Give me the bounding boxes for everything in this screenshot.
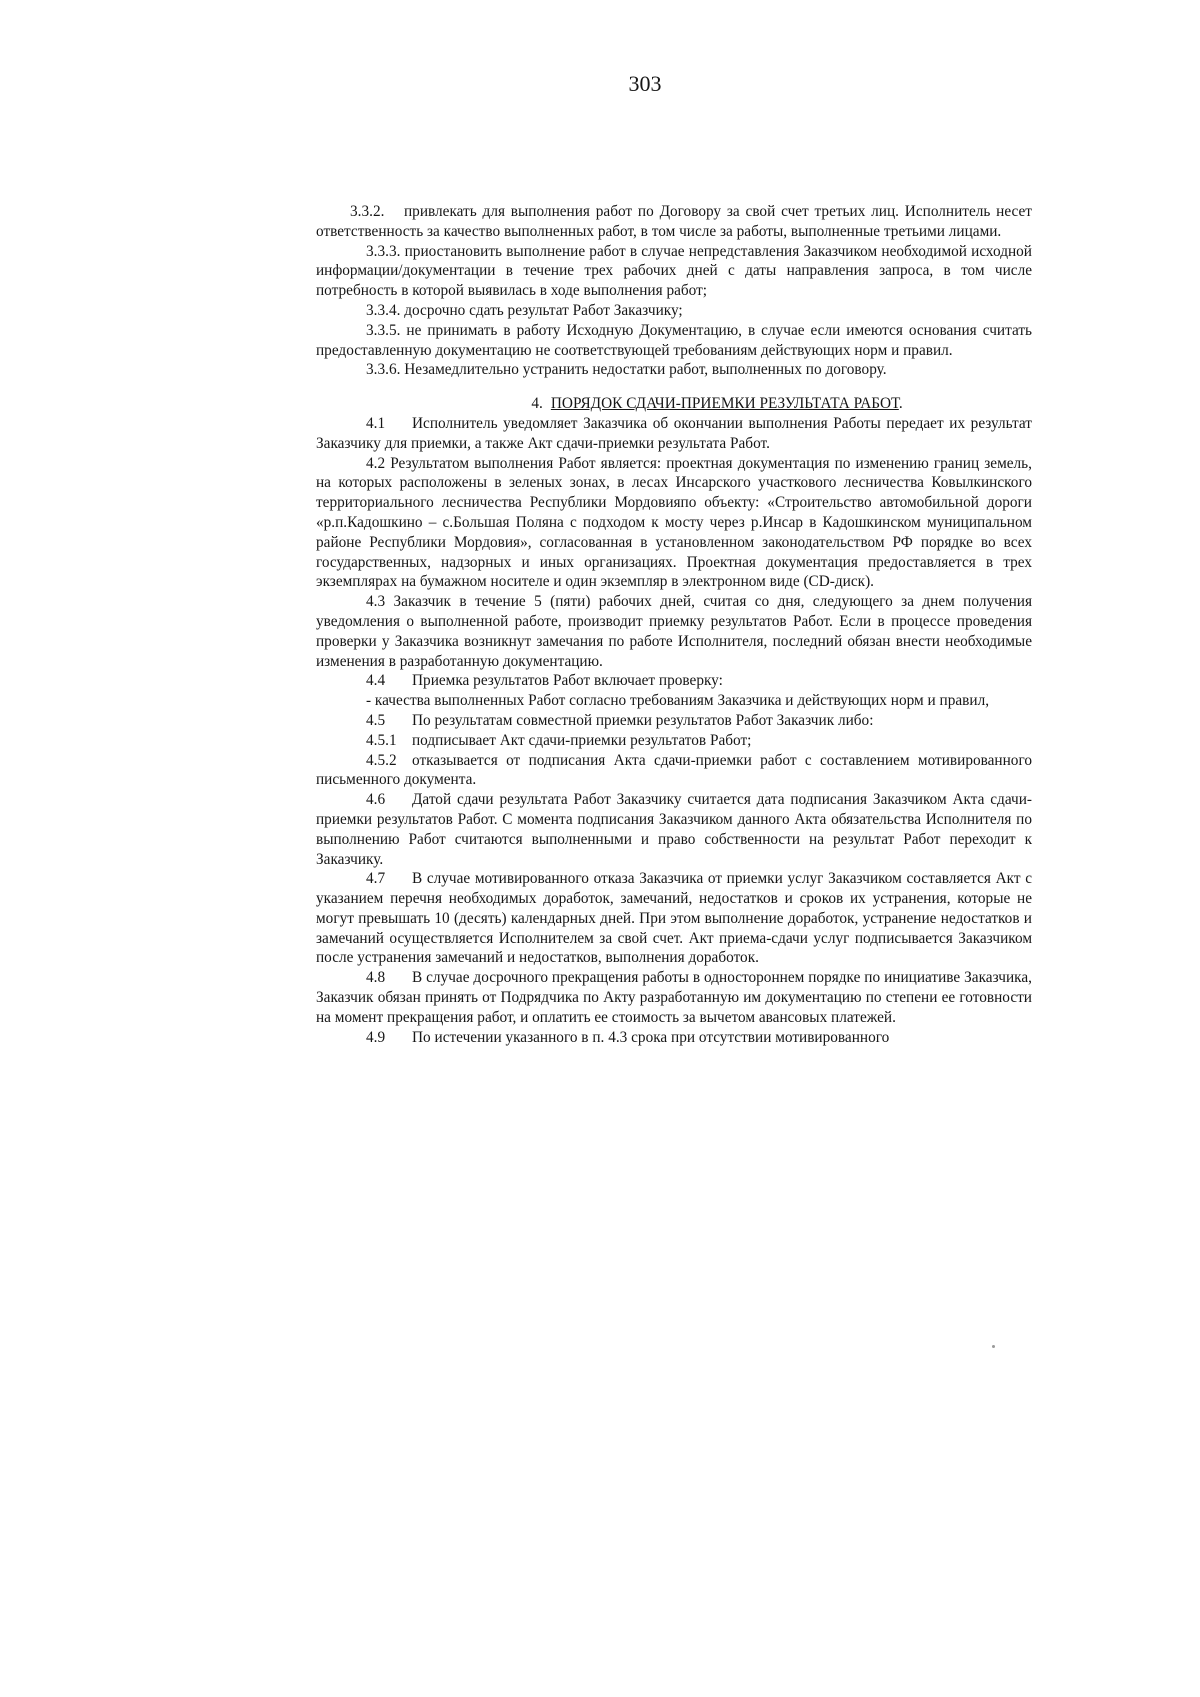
clause-text: привлекать для выполнения работ по Договору за свой счет третьих лиц. Исполнитель несет ответственность за качество выполненных работ, в том числе за работы, выполненные третьими лицами. <box>316 203 1032 240</box>
clause-3-3-4: 3.3.4. досрочно сдать результат Работ Заказчику; <box>366 301 683 319</box>
clause-4-2: 4.2 Результатом выполнения Работ является: проектная документация по изменению границ земель, на которых расположены в зеленых зонах, в лесах Инсарского участкового лесничества Ковылкинского территориального лесничества Республики Мордовияпо объекту: «Строительство автомобильной дороги «р.п.Кадошкино – с.Большая Поляна с подходом к мосту через р.Инсар в Кадошкинском муниципальном районе Республики Мордовия», согласованная в установленном законодательством РФ порядке во всех государственных, надзорных и иных организациях. Проектная документация предоставляется в трех экземплярах на бумажном носителе и один экземпляр в электронном виде (CD-диск). <box>316 454 1032 591</box>
clause-text: В случае досрочного прекращения работы в одностороннем порядке по инициативе Заказчика, Заказчик обязан принять от Подрядчика по Акту разработанную им документацию по степени ее готовности на момент прекращения работ, и оплатить ее стоимость за вычетом авансовых платежей. <box>316 969 1032 1026</box>
clause-number: 3.3.2. <box>350 203 385 220</box>
clause-4-5 <box>316 711 1032 731</box>
clause-text: отказывается от подписания Акта сдачи-приемки работ с составлением мотивированного письменного документа. <box>316 751 1032 789</box>
clause-3-3-2 <box>316 202 1032 242</box>
clause-4-4-item: - качества выполненных Работ согласно требованиям Заказчика и действующих норм и правил, <box>366 692 990 710</box>
section-4-heading <box>316 394 1032 414</box>
clause-4-5-2 <box>316 751 1032 791</box>
clause-text: По результатам совместной приемки результатов Работ Заказчик либо: <box>412 711 874 729</box>
clause-text: Приемка результатов Работ включает проверку: <box>412 672 723 690</box>
clause-4-9 <box>316 1028 1032 1048</box>
clause-number: 4.7 <box>366 870 386 888</box>
section-number: 4. <box>531 395 543 413</box>
section-title-end: . <box>898 395 903 413</box>
clause-text: Исполнитель уведомляет Заказчика об окончании выполнения Работы передает их результат Заказчику для приемки, а также Акт сдачи-приемки результата Работ. <box>316 414 1032 452</box>
clause-4-6 <box>316 790 1032 869</box>
clause-text: В случае мотивированного отказа Заказчика от приемки услуг Заказчиком составляется Акт с указанием перечня необходимых доработок, замечаний, недостатков и сроков их устранения, которые не могут превышать 10 (десять) календарных дней. При этом выполнение доработок, устранение недостатков и замечаний осуществляется Исполнителем за свой счет. Акт приема-сдачи услуг подписывается Заказчиком после устранения замечаний и недостатков, выполнения доработок. <box>316 870 1032 967</box>
clause-number: 4.6 <box>366 791 386 809</box>
clause-4-8 <box>316 968 1032 1027</box>
clause-text: подписывает Акт сдачи-приемки результатов Работ; <box>412 731 752 749</box>
clause-number: 4.8 <box>366 969 386 987</box>
clause-4-1 <box>316 414 1032 454</box>
document-body <box>316 202 1032 1047</box>
section-title: ПОРЯДОК СДАЧИ-ПРИЕМКИ РЕЗУЛЬТАТА РАБОТ <box>550 395 899 413</box>
clause-number: 4.9 <box>366 1028 386 1046</box>
clause-text: По истечении указанного в п. 4.3 срока при отсутствии мотивированного <box>412 1028 890 1046</box>
clause-3-3-5: 3.3.5. не принимать в работу Исходную Документацию, в случае если имеются основания считать предоставленную документацию не соответствующей требованиям действующих норм и правил. <box>316 321 1032 359</box>
clause-number: 4.5.2 <box>366 751 397 769</box>
clause-text: Датой сдачи результата Работ Заказчику считается дата подписания Заказчиком Акта сдачи-приемки результатов Работ. С момента подписания Заказчиком данного Акта обязательства Исполнителя по выполнению Работ считаются выполненными и право собственности на результат Работ переходит к Заказчику. <box>316 791 1032 868</box>
clause-4-7 <box>316 869 1032 968</box>
clause-3-3-3: 3.3.3. приостановить выполнение работ в случае непредставления Заказчиком необходимой исходной информации/документации в течение трех рабочих дней с даты направления запроса, в том числе потребность в которой выявилась в ходе выполнения работ; <box>316 242 1032 300</box>
clause-4-5-1 <box>316 731 1032 751</box>
clause-number: 4.4 <box>366 672 386 690</box>
page-number: 303 <box>628 71 662 96</box>
clause-4-3: 4.3 Заказчик в течение 5 (пяти) рабочих дней, считая со дня, следующего за днем получения уведомления о выполненной работе, производит приемку результатов Работ. Если в процессе проведения проверки у Заказчика возникнут замечания по работе Исполнителя, последний обязан внести необходимые изменения в разработанную документацию. <box>316 593 1032 670</box>
clause-number: 4.5.1 <box>366 731 397 749</box>
clause-4-4 <box>316 671 1032 691</box>
clause-3-3-6: 3.3.6. Незамедлительно устранить недостатки работ, выполненных по договору. <box>366 361 887 379</box>
scan-speck <box>992 1345 995 1348</box>
clause-number: 4.1 <box>366 414 386 432</box>
clause-number: 4.5 <box>366 711 386 729</box>
